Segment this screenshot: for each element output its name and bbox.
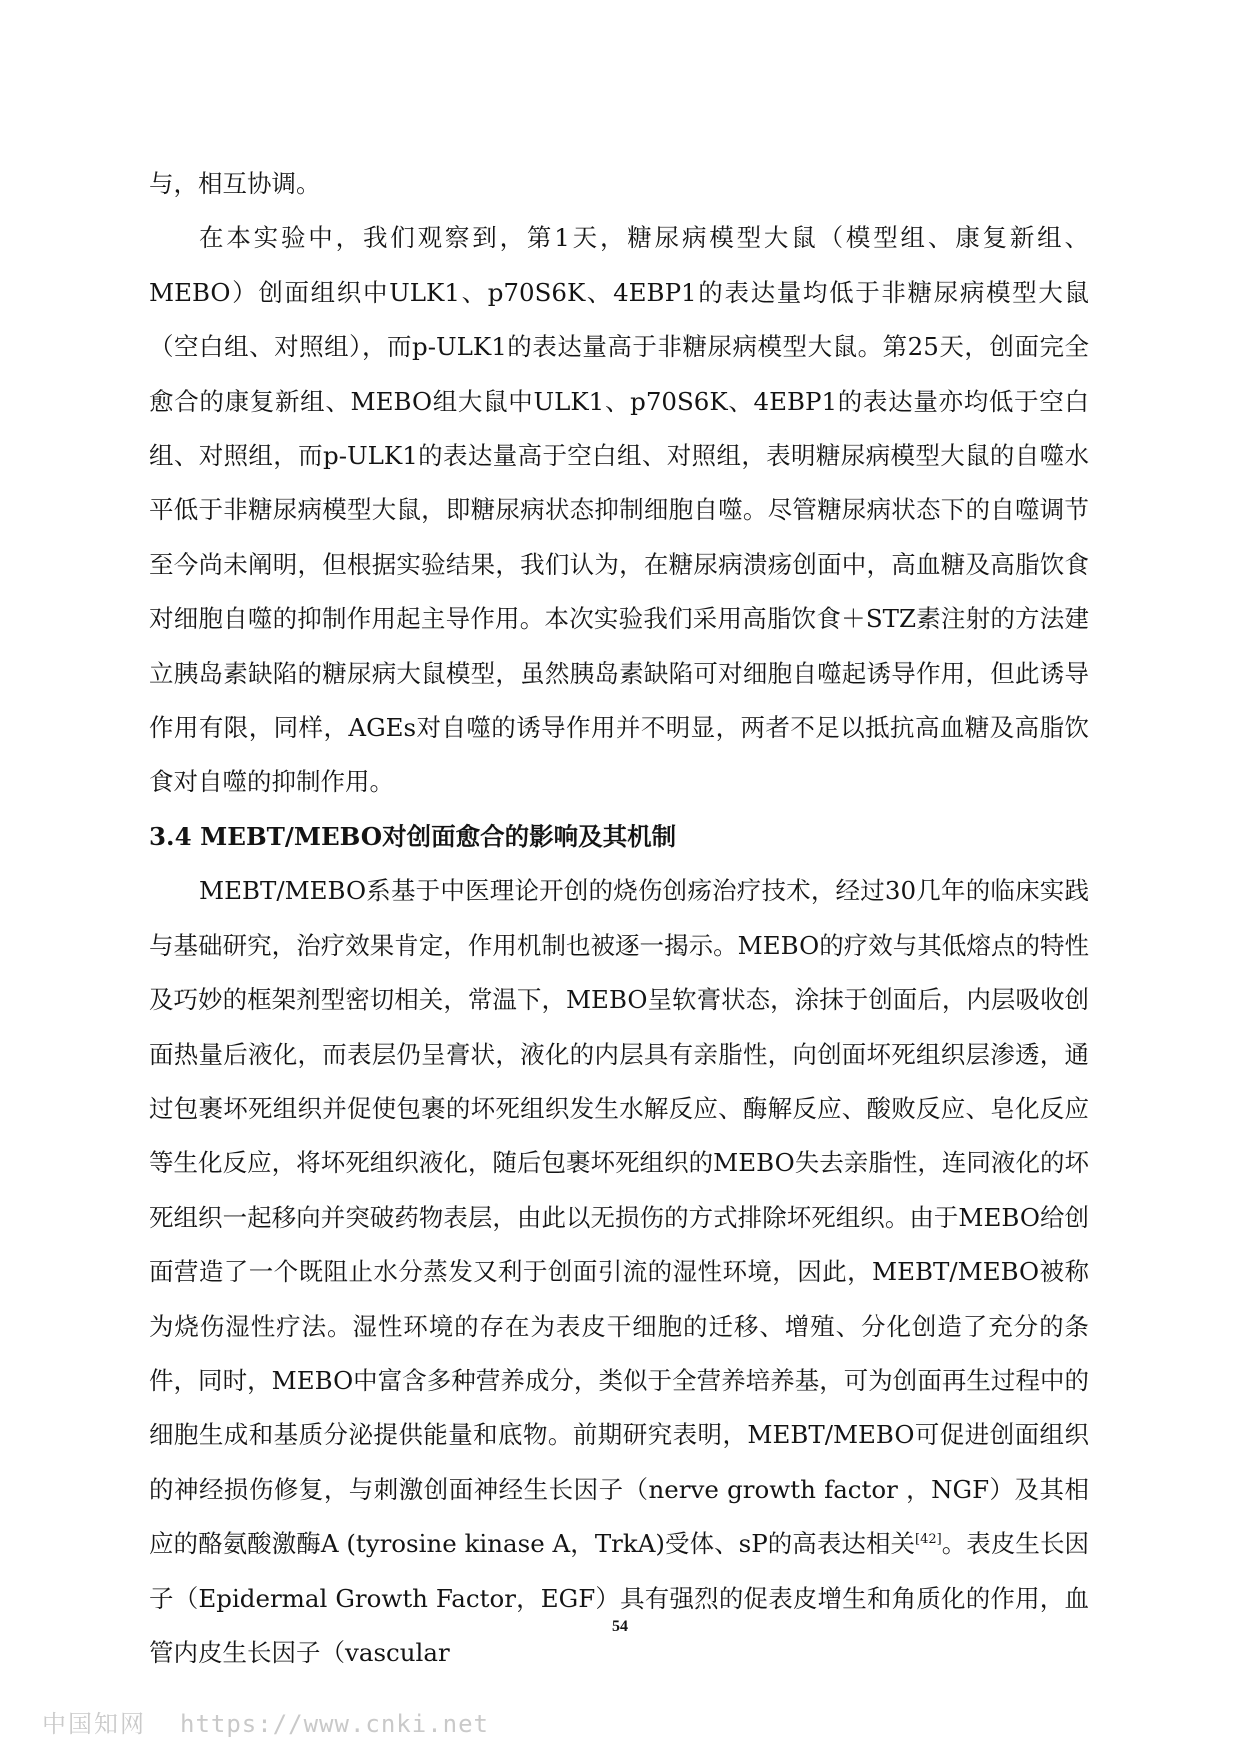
mebo-text-before-citation: MEBT/MEBO系基于中医理论开创的烧伤创疡治疗技术，经过30几年的临床实践与基础研究，治疗效果肯定，作用机制也被逐一揭示。MEBO的疗效与其低熔点的特性及巧妙的框架剂型密切相关，常温下，MEBO呈软膏状态，涂抹于创面后，内层吸收创面热量后液化，而表层仍呈膏状，液化的内层具有亲脂性，向创面坏死组织层渗透，通过包裹坏死组织并促使包裹的坏死组织发生水解反应、酶解反应、酸败反应、皂化反应等生化反应，将坏死组织液化，随后包裹坏死组织的MEBO失去亲脂性，连同液化的坏死组织一起移向并突破药物表层，由此以无损伤的方式排除坏死组织。由于MEBO给创面营造了一个既阻止水分蒸发又利于创面引流的湿性环境，因此，MEBT/MEBO被称为烧伤湿性疗法。湿性环境的存在为表皮干细胞的迁移、增殖、分化创造了充分的条件，同时，MEBO中富含多种营养成分，类似于全营养培养基，可为创面再生过程中的细胞生成和基质分泌提供能量和底物。前期研究表明，MEBT/MEBO可促进创面组织的神经损伤修复，与刺激创面神经生长因子（nerve growth factor ，NGF）及其相应的酪氨酸激酶A (tyrosine kinase A，TrkA)受体、sP的高表达相关 (149, 876, 1089, 1559)
citation-ref-42[interactable]: [42] (915, 1532, 942, 1548)
page-number: 54 (612, 1618, 628, 1635)
section-heading: 3.4 MEBT/MEBO对创面愈合的影响及其机制 (149, 821, 677, 851)
body-text (149, 157, 1089, 1680)
mebo-text-after-citation: 。表皮生长因子（Epidermal Growth Factor，EGF）具有强烈的促表皮增生和角质化的作用，血管内皮生长因子（vascular (149, 1529, 1089, 1667)
watermark-url: https://www.cnki.net (180, 1710, 489, 1738)
mebo-mechanism-paragraph (149, 864, 1089, 1680)
experiment-discussion-paragraph: 在本实验中，我们观察到，第1天，糖尿病模型大鼠（模型组、康复新组、MEBO）创面组织中ULK1、p70S6K、4EBP1的表达量均低于非糖尿病模型大鼠（空白组、对照组），而p-ULK1的表达量高于非糖尿病模型大鼠。第25天，创面完全愈合的康复新组、MEBO组大鼠中ULK1、p70S6K、4EBP1的表达量亦均低于空白组、对照组，而p-ULK1的表达量高于空白组、对照组，表明糖尿病模型大鼠的自噬水平低于非糖尿病模型大鼠，即糖尿病状态抑制细胞自噬。尽管糖尿病状态下的自噬调节至今尚未阐明，但根据实验结果，我们认为，在糖尿病溃疡创面中，高血糖及高脂饮食对细胞自噬的抑制作用起主导作用。本次实验我们采用高脂饮食＋STZ素注射的方法建立胰岛素缺陷的糖尿病大鼠模型，虽然胰岛素缺陷可对细胞自噬起诱导作用，但此诱导作用有限，同样，AGEs对自噬的诱导作用并不明显，两者不足以抵抗高血糖及高脂饮食对自噬的抑制作用。 (149, 223, 1089, 797)
continued-paragraph: 与，相互协调。 (149, 169, 321, 198)
watermark-brand: 中国知网 (42, 1710, 146, 1738)
cnki-watermark (42, 1704, 489, 1739)
